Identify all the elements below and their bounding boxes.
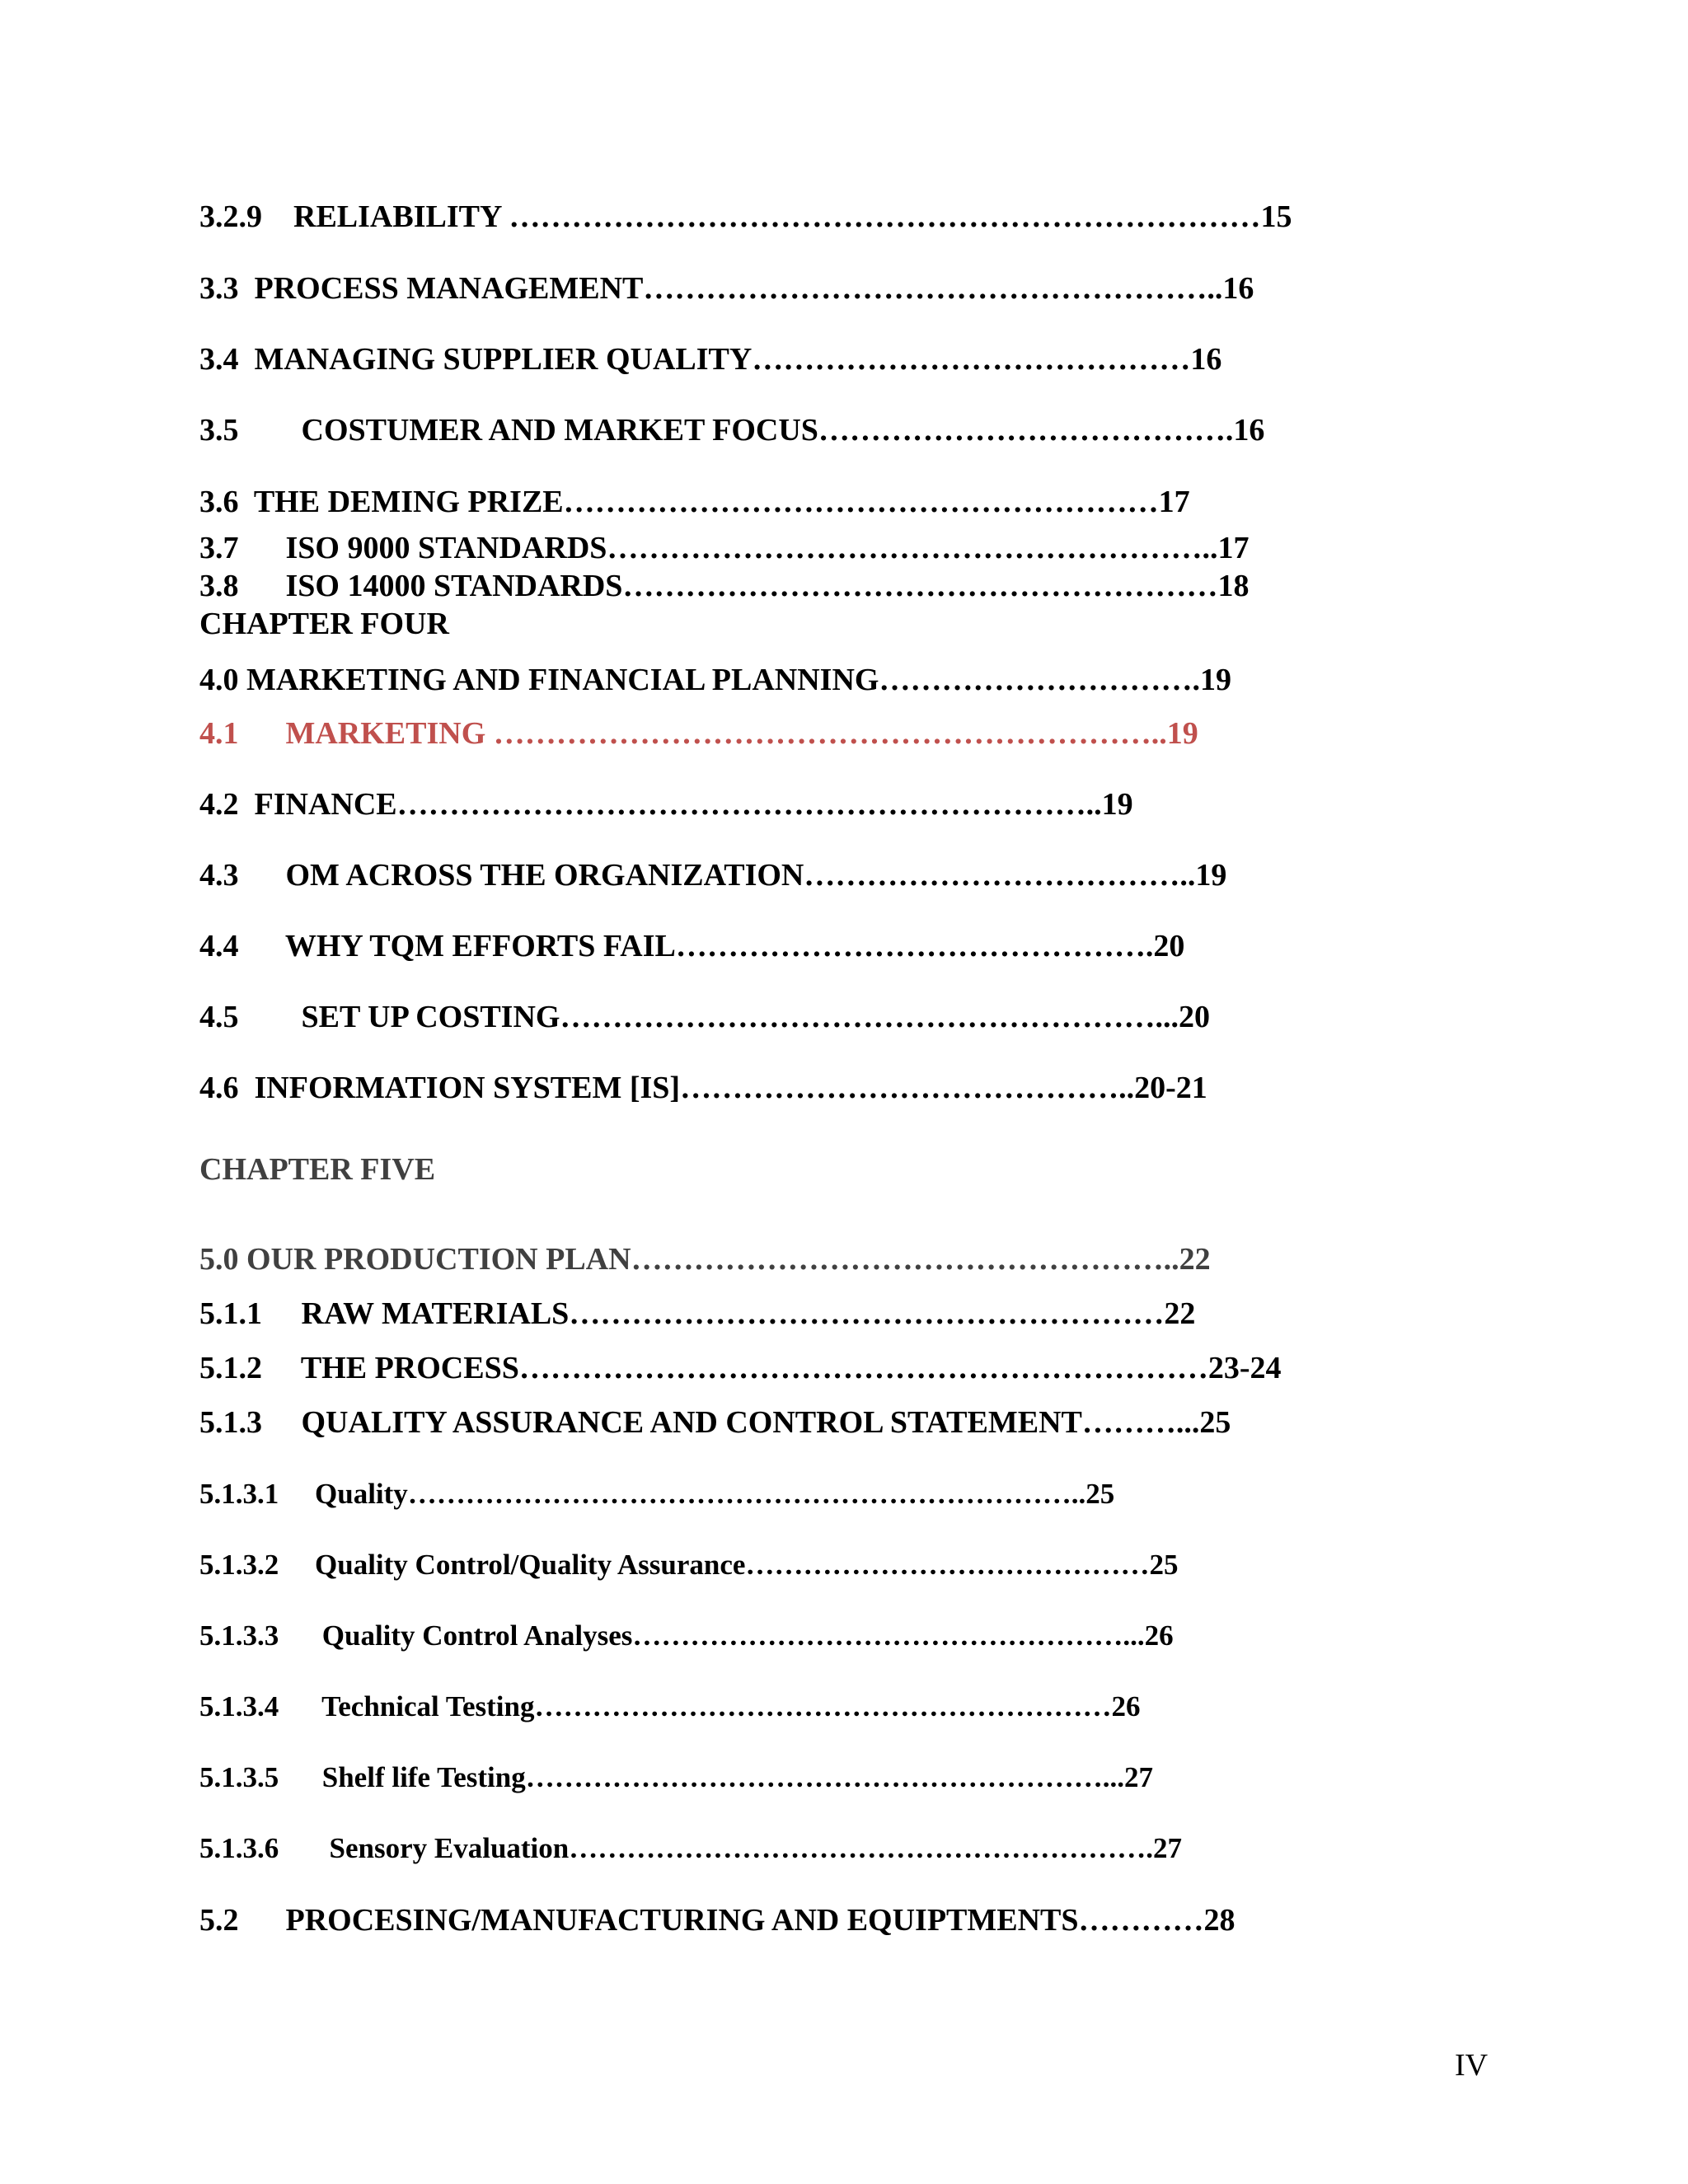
toc-entry-leader: ……………………………………………... [632,1619,1145,1652]
toc-entry-title: Quality Control Analyses [321,1619,633,1652]
toc-entry-page: 16 [1222,271,1254,306]
toc-entry-page: 25 [1199,1405,1231,1440]
toc-entry-leader: ………………………………………………… [563,485,1159,519]
toc-entry-title: WHY TQM EFFORTS FAIL [284,929,676,963]
toc-entry-gap [262,1351,301,1385]
toc-entry-page: 19 [1166,716,1198,751]
toc-entry-gap [239,858,286,893]
toc-entry-leader: ……………………………….. [804,858,1196,893]
toc-entry-leader: ………………………………………………….. [607,531,1218,565]
toc-entry-leader: ………… [1078,1903,1204,1938]
toc-entry-number: 5.1.3 [199,1405,262,1440]
toc-entry-title: OUR PRODUCTION PLAN [246,1242,631,1277]
toc-entry-gap [279,1619,322,1652]
toc-entry-title: THE PROCESS [300,1351,519,1385]
toc-entry-leader: …………………………………………….. [631,1242,1179,1277]
toc-entry-gap [239,485,254,519]
toc-entry [199,1072,1207,1104]
toc-entry-page: 19 [1195,858,1227,893]
toc-entry-gap [239,1242,247,1277]
toc-entry-gap [279,1761,322,1793]
toc-entry-title: PROCESS MANAGEMENT [254,271,644,306]
toc-entry [199,860,1226,891]
toc-entry-number: 4.4 [199,929,239,963]
toc-entry-title: RELIABILITY [293,199,509,234]
toc-entry [199,1298,1195,1329]
toc-entry-number: 4.0 [199,663,239,697]
toc-entry-gap [279,1690,321,1722]
toc-entry-title: ISO 9000 STANDARDS [285,531,607,565]
toc-entry [199,570,1249,602]
toc-entry [199,201,1292,232]
toc-entry-gap [262,199,293,234]
toc-entry-gap [239,929,285,963]
toc-entry-leader: ………... [1081,1405,1200,1440]
toc-entry-number: 4.5 [199,1000,239,1034]
toc-entry [199,1621,1174,1650]
toc-entry [199,273,1254,304]
toc-entry-gap [239,787,255,822]
toc-entry-leader: ………………………………………………… [622,569,1218,603]
toc-entry-gap [239,413,302,448]
page-number: IV [1455,2048,1489,2083]
toc-entry-leader: ………………………………………………………….. [396,787,1102,822]
toc-entry-leader: ………………………………………. [675,929,1154,963]
toc-entry-title: MARKETING [285,716,494,751]
toc-entry-gap [239,663,247,697]
toc-entry [199,664,1231,696]
toc-entry-number: 4.6 [199,1071,239,1105]
toc-entry-number: 3.2.9 [199,199,262,234]
toc-entry-leader: …………………………………… [752,342,1191,377]
toc-entry-leader: …………………………………………………………….. [407,1478,1086,1510]
toc-entry-page: 20-21 [1134,1071,1207,1105]
toc-entry-page: 20 [1178,1000,1210,1034]
toc-entry [199,1834,1182,1863]
toc-entry-number: 4.2 [199,787,239,822]
toc-entry [199,1479,1114,1508]
toc-entry [199,718,1198,749]
toc-entry [199,1352,1282,1384]
toc-entry-title: RAW MATERIALS [301,1296,570,1331]
toc-entry-number: 3.7 [199,531,239,565]
toc-entry-number: 5.1.3.6 [199,1832,279,1864]
toc-entry-number: 4.1 [199,716,239,751]
toc-entry-leader: …………………………. [879,663,1200,697]
toc-entry-number: CHAPTER FIVE [199,1152,436,1187]
toc-entry-title: SET UP COSTING [301,1000,560,1034]
toc-entry-page: 16 [1233,413,1265,448]
toc-entry-number: 3.8 [199,569,239,603]
toc-entry-title: QUALITY ASSURANCE AND CONTROL STATEMENT [301,1405,1082,1440]
toc-entry-leader: ……………………………………………………………… [509,199,1261,234]
toc-entry [199,344,1221,375]
toc-entry-page: 22 [1179,1242,1211,1277]
toc-entry-page: 26 [1144,1619,1174,1652]
toc-entry-gap [239,271,255,306]
toc-entry-gap [239,1071,255,1105]
toc-entry-leader: …………………………………… [745,1549,1150,1581]
toc-entry-number: 5.1.2 [199,1351,262,1385]
toc-entry-gap [239,569,286,603]
toc-entry-page: 17 [1158,485,1190,519]
toc-entry-title: INFORMATION SYSTEM [IS] [254,1071,681,1105]
toc-entry-leader: …………………………………. [818,413,1234,448]
toc-entry-gap [262,1405,302,1440]
toc-entry-number: 3.5 [199,413,239,448]
toc-entry-gap [239,1903,286,1938]
toc-entry-number: 5.1.3.5 [199,1761,279,1793]
toc-entry-leader: ……………………………………………………. [569,1832,1153,1864]
toc-entry [199,415,1264,446]
toc-entry [199,1154,435,1185]
toc-entry-number: CHAPTER FOUR [199,607,449,641]
toc-entry [199,1244,1211,1275]
toc-entry-page: 27 [1153,1832,1182,1864]
toc-entry-page: 19 [1199,663,1231,697]
toc-entry-page: 28 [1203,1903,1236,1938]
toc-entry-page: 15 [1260,199,1292,234]
toc-entry-title: Shelf life Testing [321,1761,526,1793]
toc-entry-page: 20 [1153,929,1185,963]
toc-entry-leader: ………………………………………………… [569,1296,1165,1331]
toc-entry-gap [262,1296,302,1331]
toc-entry-number: 5.1.1 [199,1296,262,1331]
toc-entry-number: 3.3 [199,271,239,306]
toc-entry-title: THE DEMING PRIZE [253,485,564,519]
toc-entry-gap [279,1549,315,1581]
toc-entry [199,532,1249,564]
toc-entry-number: 5.1.3.4 [199,1690,279,1722]
toc-entry-title: ISO 14000 STANDARDS [285,569,623,603]
toc-entry-gap [239,531,286,565]
toc-entry-number: 3.6 [199,485,239,519]
toc-entry-page: 22 [1164,1296,1196,1331]
toc-entry-gap [239,716,286,751]
toc-entry-page: 26 [1111,1690,1141,1722]
toc-entry-title: OM ACROSS THE ORGANIZATION [285,858,804,893]
toc-entry-number: 5.2 [199,1903,239,1938]
toc-entry-title: Quality Control/Quality Assurance [315,1549,746,1581]
toc-entry [199,789,1133,820]
toc-entry [199,1692,1141,1721]
toc-entry [199,1905,1236,1936]
toc-entry-number: 5.1.3.3 [199,1619,279,1652]
toc-entry [199,1001,1210,1033]
toc-entry-title: Technical Testing [321,1690,535,1722]
toc-entry-number: 4.3 [199,858,239,893]
toc-entry-page: 19 [1101,787,1133,822]
toc-entry-gap [279,1832,329,1864]
toc-entry-number: 5.1.3.2 [199,1549,279,1581]
toc-entry-page: 23-24 [1207,1351,1282,1385]
toc-entry-gap [279,1478,315,1510]
toc-entry-page: 17 [1217,531,1250,565]
toc-entry-number: 5.1.3.1 [199,1478,279,1510]
toc-entry-leader: ……………………………………………………... [525,1761,1124,1793]
toc-entry-number: 5.0 [199,1242,239,1277]
toc-entry-title: Quality [315,1478,408,1510]
toc-entry-title: MARKETING AND FINANCIAL PLANNING [246,663,879,697]
toc-entry [199,1407,1231,1438]
toc-entry-leader: ………………………………………………………… [518,1351,1208,1385]
toc-entry [199,1763,1153,1792]
toc-entry [199,930,1184,962]
toc-entry-page: 25 [1085,1478,1115,1510]
toc-entry-leader: ……………………………………………………….. [493,716,1167,751]
toc-entry [199,1550,1178,1579]
toc-entry-leader: …………………………………………………… [534,1690,1112,1722]
toc-entry [199,608,449,640]
toc-entry-title: FINANCE [254,787,397,822]
toc-entry-gap [239,1000,302,1034]
toc-entry-title: Sensory Evaluation [329,1832,570,1864]
toc-entry-leader: …………………………………….. [680,1071,1135,1105]
toc-entry-number: 3.4 [199,342,239,377]
toc-entry-page: 16 [1190,342,1222,377]
toc-entry-page: 18 [1217,569,1250,603]
toc-entry [199,486,1190,518]
toc-entry-page: 25 [1149,1549,1179,1581]
toc-entry-title: COSTUMER AND MARKET FOCUS [301,413,818,448]
toc-entry-leader: …………………………………………………... [560,1000,1179,1034]
toc-entry-gap [239,342,255,377]
toc-entry-page: 27 [1123,1761,1153,1793]
toc-entry-title: MANAGING SUPPLIER QUALITY [254,342,753,377]
toc-entry-leader: ……………………………………………….. [643,271,1223,306]
toc-entry-title: PROCESING/MANUFACTURING AND EQUIPTMENTS [285,1903,1079,1938]
